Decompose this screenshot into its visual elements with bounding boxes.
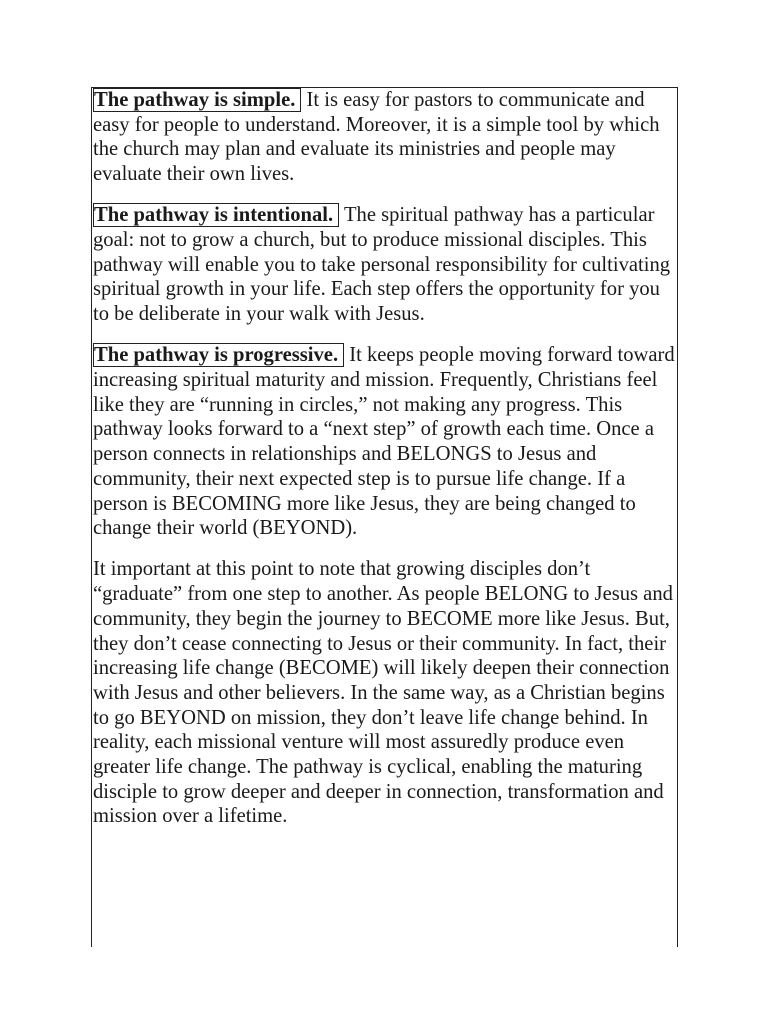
paragraph-text: The spiritual pathway has a particular goal: not to grow a church, but to produce missional disciples. This pathway will enable you to take personal responsibility for cultivating spiritual growth in your life. Each step offers the opportunity for you to be deliberate in your walk with Jesus. xyxy=(93,204,671,326)
paragraph-simple xyxy=(93,88,677,187)
paragraph-text: It important at this point to note that growing disciples don’t “graduate” from one step to another. As people BELONG to Jesus and community, they begin the journey to BECOME more like Jesus. But, they don’t cease connecting to Jesus or their community. In fact, their increasing life change (BECOME) will likely deepen their connection with Jesus and other believers. In the same way, as a Christian begins to go BEYOND on mission, they don’t leave life change behind. In reality, each missional venture will most assuredly produce even greater life change. The pathway is cyclical, enabling the maturing disciple to grow deeper and deeper in connection, transformation and mission over a lifetime. xyxy=(93,558,673,828)
paragraph-lead: The pathway is progressive. xyxy=(93,343,344,367)
paragraph-text: It is easy for pastors to communicate and easy for people to understand. Moreover, it is a simple tool by which the church may plan and evaluate its ministries and people may evaluate their own lives. xyxy=(93,89,660,186)
paragraph-progressive xyxy=(93,343,677,541)
paragraph-text: It keeps people moving forward toward increasing spiritual maturity and mission. Frequently, Christians feel like they are “running in circles,” not making any progress. This pathway looks forward to a “next step” of growth each time. Once a person connects in relationships and BELONGS to Jesus and community, their next expected step is to pursue life change. If a person is BECOMING more like Jesus, they are being changed to change their world (BEYOND). xyxy=(93,344,675,540)
paragraph-intentional xyxy=(93,203,677,327)
paragraph-lead: The pathway is intentional. xyxy=(93,203,339,227)
paragraph-lead: The pathway is simple. xyxy=(93,88,301,112)
document-body xyxy=(93,88,677,846)
paragraph-cyclical xyxy=(93,557,677,829)
